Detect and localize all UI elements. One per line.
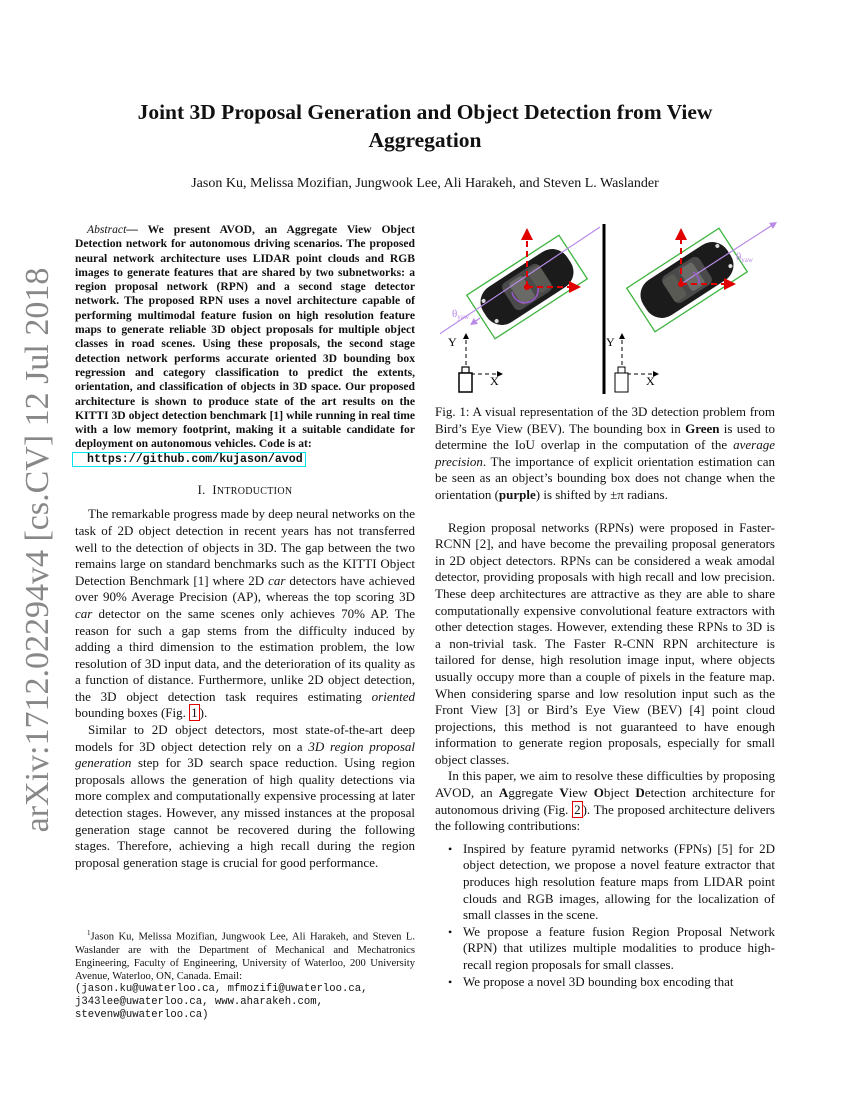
figure-1 [440, 222, 780, 394]
paper-title: Joint 3D Proposal Generation and Object Detection from View Aggregation [137, 100, 713, 152]
theta-yaw-label: θyaw [736, 251, 753, 264]
figure-1-caption: Fig. 1: A visual representation of the 3D detection problem from Bird’s Eye View (BEV). The bounding box in Green is used to determine the IoU overlap in the computation of the average precision. The importance of explicit orientation estimation can be seen as an object’s bounding box does not change when the orientation (purple) is shifted by ±π radians. [435, 404, 775, 502]
contribution-item: • We propose a novel 3D bounding box encoding that [463, 974, 775, 991]
abstract: Abstract— We present AVOD, an Aggregate View Object Detection network for autonomous driving scenarios. The proposed neural network architecture uses LIDAR point clouds and RGB images to generate features that are shared by two subnetworks: a region proposal network (RPN) and a second stage detector network. The proposed RPN uses a novel architecture capable of performing multimodal feature fusion on high resolution feature maps to generate reliable 3D object proposals for multiple object classes in road scenes. Using these proposals, the second stage detection network performs accurate oriented 3D bounding box regression and category classification to predict the extents, orientation, and classification of objects in 3D space. Our proposed architecture is shown to produce state of the art results on the KITTI 3D object detection benchmark [1] while running in real time with a low memory footprint, making it a suitable candidate for deployment on autonomous vehicles. Code is at: https://github.com/kujason/avod [75, 223, 415, 467]
y-axis-label: Y [448, 335, 457, 349]
section-heading-introduction: I. INTRODUCTION [197, 482, 293, 497]
figure-2-reference-link[interactable]: 2 [574, 801, 581, 817]
intro-paragraph-1: The remarkable progress made by deep neural networks on the task of 2D object detection in recent years has not transferred well to the detection of objects in 3D. The gap between the two remains large on standard benchmarks such as the KITTI Object Detection Benchmark [1] where 2D car detectors have achieved over 90% Average Precision (AP), whereas the top scoring 3D car detector on the same scenes only achieves 70% AP. The reason for such a gap stems from the difficulty induced by adding a third dimension to the estimation problem, the low resolution of 3D input data, and the deterioration of its quality as a function of distance. Furthermore, unlike 2D object detection, the 3D object detection task requires estimating oriented bounding boxes (Fig. 1 ). [75, 506, 415, 721]
footnote-emails-line-2: j343lee@uwaterloo.ca, www.aharakeh.com, [75, 995, 323, 1008]
camera-sensor-icon [615, 367, 628, 392]
right-paragraph-rpn: Region proposal networks (RPNs) were proposed in Faster-RCNN [2], and have become the prevailing proposal generators in 2D object detectors. RPNs can be considered a weak amodal detector, providing proposals with high recall and low precision. These deep architectures are attractive as they are able to share computationally expensive convolutional feature extractors with other detection stages. However, extending these RPNs to 3D is a non-trivial task. The Faster R-CNN RPN architecture is tailored for dense, high resolution image input, where objects usually occupy more than a couple of pixels in the feature map. When considering sparse and low resolution input such as the Front View [3] or Bird’s Eye View (BEV) [4] point cloud projections, this method is not guaranteed to have enough information to generate region proposals, especially for small object classes. [435, 519, 775, 767]
author-affiliation-footnote [75, 927, 415, 1022]
right-paragraph-avod: In this paper, we aim to resolve these difficulties by proposing AVOD, an Aggregate View Object Detection architecture for autonomous driving (Fig. 2 ). The proposed architecture delivers the following contributions: [435, 768, 775, 834]
y-axis-label: Y [606, 335, 615, 349]
right-panel [606, 224, 774, 392]
theta-yaw-label: θyaw [452, 308, 469, 321]
left-column [75, 223, 415, 871]
right-column [435, 404, 775, 990]
contribution-item: • We propose a feature fusion Region Proposal Network (RPN) that utilizes multiple modalities to produce high-recall region proposals for small classes. [463, 924, 775, 974]
code-link[interactable]: https://github.com/kujason/avod [72, 452, 306, 467]
footnote-emails-line-3: stevenw@uwaterloo.ca) [75, 1008, 209, 1021]
x-axis-label: X [490, 374, 499, 388]
figure-1-diagram [440, 222, 780, 394]
figure-1-reference-link[interactable]: 1 [191, 705, 198, 721]
contributions-list [435, 841, 775, 990]
left-panel [440, 227, 600, 392]
x-axis-label: X [646, 374, 655, 388]
abstract-text: We present AVOD, an Aggregate View Object Detection network for autonomous driving scenarios. The proposed neural network architecture uses LIDAR point clouds and RGB images to generate features that are shared by two subnetworks: a region proposal network (RPN) and a second stage detector network. The proposed RPN uses a novel architecture capable of performing multimodal feature fusion on high resolution feature maps to generate reliable 3D object proposals for multiple object classes in road scenes. Using these proposals, the second stage detection network performs accurate oriented 3D bounding box regression and category classification to predict the extents, orientation, and classification of objects in 3D space. Our proposed architecture is shown to produce state of the art results on the KITTI 3D object detection benchmark [1] while running in real time with a low memory footprint, making it a suitable candidate for deployment on autonomous vehicles. Code is at: [75, 223, 415, 451]
camera-sensor-icon [459, 367, 472, 392]
footnote-mark: 1 [87, 929, 91, 937]
footnote-emails-line-1: (jason.ku@uwaterloo.ca, mfmozifi@uwaterloo.ca, [75, 982, 368, 995]
arxiv-side-stamp [8, 267, 68, 833]
contribution-item: • Inspired by feature pyramid networks (FPNs) [5] for 2D object detection, we propose a novel feature extractor that produces high resolution feature maps from LIDAR point clouds and RGB images, allowing for the localization of small classes in the scene. [463, 841, 775, 924]
author-list: Jason Ku, Melissa Mozifian, Jungwook Lee, Ali Harakeh, and Steven L. Waslander [191, 176, 659, 191]
footnote-text: Jason Ku, Melissa Mozifian, Jungwook Lee, Ali Harakeh, and Steven L. Waslander are with the Department of Mechanical and Mechatronics Engineering, Faculty of Engineering, University of Waterloo, 200 University Avenue, Waterloo, ON, Canada. Email: [75, 931, 415, 982]
intro-paragraph-2: Similar to 2D object detectors, most state-of-the-art deep models for 3D object detection rely on a 3D region proposal generation step for 3D search space reduction. Using region proposals allows the generation of high quality detections via more complex and computationally expensive processing at later detection stages. However, any missed instances at the proposal generation stage cannot be recovered during the following stages. Therefore, achieving a high recall during the region proposal generation stage is crucial for good performance. [75, 722, 415, 870]
arxiv-identifier: arXiv:1712.02294v4 [cs.CV] 12 Jul 2018 [19, 267, 56, 833]
abstract-label: Abstract [87, 223, 127, 236]
